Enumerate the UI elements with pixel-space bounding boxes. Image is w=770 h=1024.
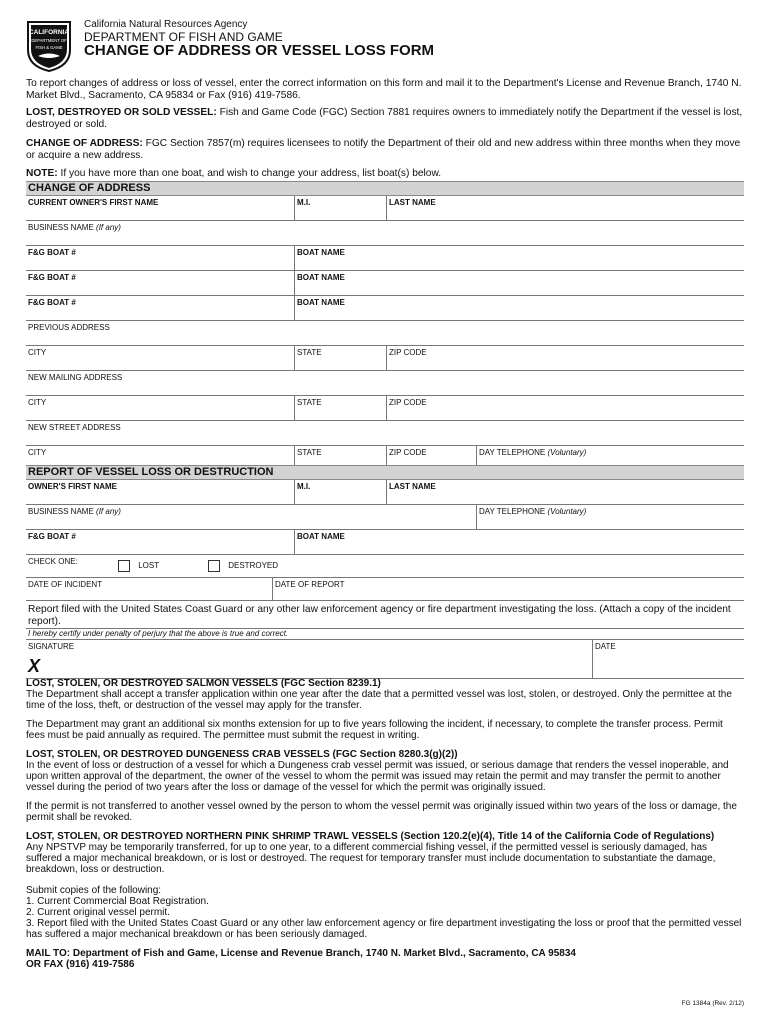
state-field[interactable]: STATE xyxy=(294,346,386,370)
svg-text:CALIFORNIA: CALIFORNIA xyxy=(28,29,70,36)
department-name: DEPARTMENT OF FISH AND GAME xyxy=(84,30,283,44)
destroyed-checkbox[interactable] xyxy=(208,560,220,572)
submit-item-1: 1. Current Commercial Boat Registration. xyxy=(26,896,209,907)
city-field[interactable]: CITY xyxy=(28,448,47,457)
previous-address-row xyxy=(26,321,744,346)
agency-name: California Natural Resources Agency xyxy=(84,19,248,30)
fax-line: OR FAX (916) 419-7586 xyxy=(26,959,135,970)
business-name-field[interactable]: BUSINESS NAME (If any) xyxy=(28,223,121,232)
new-mailing-address-field[interactable]: NEW MAILING ADDRESS xyxy=(28,373,123,382)
check-one-label: CHECK ONE: xyxy=(28,557,78,566)
signature-label: SIGNATURE xyxy=(28,642,75,651)
certify-statement: I hereby certify under penalty of perjury that the above is true and correct. xyxy=(28,629,289,638)
last-name-field[interactable]: LAST NAME xyxy=(386,480,744,504)
boat-row xyxy=(26,296,744,321)
business-name-row xyxy=(26,221,744,246)
first-name-field[interactable]: OWNER'S FIRST NAME xyxy=(28,482,118,491)
new-street-address-row xyxy=(26,421,744,446)
lost-label: LOST xyxy=(138,561,160,571)
boat-row xyxy=(26,530,744,555)
state-field[interactable]: STATE xyxy=(294,396,386,420)
previous-address-field[interactable]: PREVIOUS ADDRESS xyxy=(28,323,110,332)
fish-and-game-seal-icon xyxy=(26,20,72,72)
report-filed-text: Report filed with the United States Coast Guard or any other law enforcement agency or fire department investigating the loss. (Attach a copy of the incident report). xyxy=(28,604,731,627)
shrimp-text-1: Any NPSTVP may be temporarily transferred, for up to one year, to a different commercial fishing vessel, if the permitted vessel is seriously damaged, has suffered a major mechanical breakdown, or is lost or destroyed. The request for temporary transfer must include documentation to substantiate the damage, breakdown, loss or destruction. xyxy=(26,842,716,875)
dates-row xyxy=(26,578,744,601)
new-street-address-field[interactable]: NEW STREET ADDRESS xyxy=(28,423,121,432)
salmon-heading: LOST, STOLEN, OR DESTROYED SALMON VESSELS (FGC Section 8239.1) xyxy=(26,678,381,689)
boat-name-field[interactable]: BOAT NAME xyxy=(294,246,744,270)
submit-item-2: 2. Current original vessel permit. xyxy=(26,907,170,918)
boat-name-field[interactable]: BOAT NAME xyxy=(294,296,744,320)
mi-field[interactable]: M.I. xyxy=(294,480,386,504)
date-of-report-field[interactable]: DATE OF REPORT xyxy=(272,578,744,600)
note-paragraph: NOTE: If you have more than one boat, and wish to change your address, list boat(s) below. xyxy=(26,168,442,179)
form-number: FG 1384a (Rev. 2/12) xyxy=(681,1000,744,1007)
header xyxy=(26,14,746,74)
section-heading: REPORT OF VESSEL LOSS OR DESTRUCTION xyxy=(26,465,744,480)
zip-field[interactable]: ZIP CODE xyxy=(386,396,744,420)
mailing-city-row xyxy=(26,396,744,421)
mi-field[interactable]: M.I. xyxy=(294,196,386,220)
change-address-notice: CHANGE OF ADDRESS: FGC Section 7857(m) requires licensees to notify the Department of their old and new address within three months when they move or acquire a new address. xyxy=(26,138,741,161)
zip-field[interactable]: ZIP CODE xyxy=(386,346,744,370)
last-name-field[interactable]: LAST NAME xyxy=(386,196,744,220)
change-of-address-section xyxy=(26,181,744,471)
mail-to-line: MAIL TO: Department of Fish and Game, License and Revenue Branch, 1740 N. Market Blvd., Sacramento, CA 95834 xyxy=(26,948,576,959)
date-of-incident-field[interactable]: DATE OF INCIDENT xyxy=(28,580,103,589)
business-row xyxy=(26,505,744,530)
svg-text:DEPARTMENT OF: DEPARTMENT OF xyxy=(31,38,67,43)
certify-row xyxy=(26,629,744,640)
first-name-field[interactable]: CURRENT OWNER'S FIRST NAME xyxy=(28,198,159,207)
lost-option[interactable] xyxy=(116,558,206,580)
new-mailing-address-row xyxy=(26,371,744,396)
owner-name-row xyxy=(26,196,744,221)
salmon-text-2: The Department may grant an additional six months extension for up to five years following the incident, if necessary, to complete the transfer process. Permit fees must be paid annually as required. The permittee must submit the request in writing. xyxy=(26,719,723,741)
crab-text-1: In the event of loss or destruction of a vessel for which a Dungeness crab vessel permit was issued, or serious damage that renders the vessel inoperable, and upon written approval of the department, the owner of the vessel to whom the permit was issued may retain the permit and may transfer the permit to another vessel during the period of two years after the loss or damage of the vessel for which the permit was originally issued. xyxy=(26,760,729,793)
lost-checkbox[interactable] xyxy=(118,560,130,572)
intro-paragraph: To report changes of address or loss of vessel, enter the correct information on this form and mail it to the Department's License and Revenue Branch, 1740 N. Market Blvd., Sacramento, CA 95834 or Fax (916) 419-7586. xyxy=(26,78,742,101)
boat-row xyxy=(26,271,744,296)
boat-name-field[interactable]: BOAT NAME xyxy=(294,271,744,295)
destroyed-label: DESTROYED xyxy=(228,561,279,571)
boat-number-field[interactable]: F&G BOAT # xyxy=(28,298,76,307)
shrimp-heading: LOST, STOLEN, OR DESTROYED NORTHERN PINK SHRIMP TRAWL VESSELS (Section 120.2(e)(4), Title 14 of the California Code of Regulations) xyxy=(26,831,715,842)
city-field[interactable]: CITY xyxy=(28,398,47,407)
svg-text:FISH & GAME: FISH & GAME xyxy=(35,45,63,50)
destroyed-option[interactable] xyxy=(206,558,326,580)
zip-field[interactable]: ZIP CODE xyxy=(386,446,476,470)
signature-field[interactable] xyxy=(26,640,592,678)
submit-item-3: 3. Report filed with the United States Coast Guard or any other law enforcement agency or fire department investigating the loss or proof that the permitted vessel has suffered a major mechanical breakdown or has been seriously damaged. xyxy=(26,918,742,940)
section-heading: CHANGE OF ADDRESS xyxy=(26,181,744,196)
info-section xyxy=(26,678,744,970)
submit-heading: Submit copies of the following: xyxy=(26,885,162,896)
crab-heading: LOST, STOLEN, OR DESTROYED DUNGENESS CRAB VESSELS (FGC Section 8280.3(g)(2)) xyxy=(26,749,458,760)
owner-name-row xyxy=(26,480,744,505)
date-field[interactable]: DATE xyxy=(592,640,744,678)
form-title: CHANGE OF ADDRESS OR VESSEL LOSS FORM xyxy=(84,42,435,59)
vessel-loss-section xyxy=(26,465,744,679)
city-field[interactable]: CITY xyxy=(28,348,47,357)
business-name-field[interactable]: BUSINESS NAME (If any) xyxy=(28,507,121,516)
boat-number-field[interactable]: F&G BOAT # xyxy=(28,273,76,282)
lost-vessel-notice: LOST, DESTROYED OR SOLD VESSEL: Fish and Game Code (FGC) Section 7881 requires owners to immediately notify the Department if the vessel is lost, destroyed or sold. xyxy=(26,107,743,130)
day-telephone-field[interactable]: DAY TELEPHONE (Voluntary) xyxy=(476,505,744,529)
boat-name-field[interactable]: BOAT NAME xyxy=(294,530,744,554)
previous-city-row xyxy=(26,346,744,371)
day-telephone-field[interactable]: DAY TELEPHONE (Voluntary) xyxy=(476,446,744,470)
state-field[interactable]: STATE xyxy=(294,446,386,470)
boat-number-field[interactable]: F&G BOAT # xyxy=(28,248,76,257)
report-filed-row xyxy=(26,601,744,629)
crab-text-2: If the permit is not transferred to another vessel owned by the person to whom the vessel permit was originally issued within two years of the loss or damage, the permit shall be revoked. xyxy=(26,801,737,823)
signature-row xyxy=(26,640,744,679)
signature-x-mark: X xyxy=(28,656,41,676)
salmon-text-1: The Department shall accept a transfer application within one year after the date that a permitted vessel was lost, stolen, or destroyed. Only the permittee at the time of the loss, theft, or destruction of the vessel may apply for the transfer. xyxy=(26,689,732,711)
boat-row xyxy=(26,246,744,271)
check-one-row xyxy=(26,555,744,578)
boat-number-field[interactable]: F&G BOAT # xyxy=(28,532,76,541)
